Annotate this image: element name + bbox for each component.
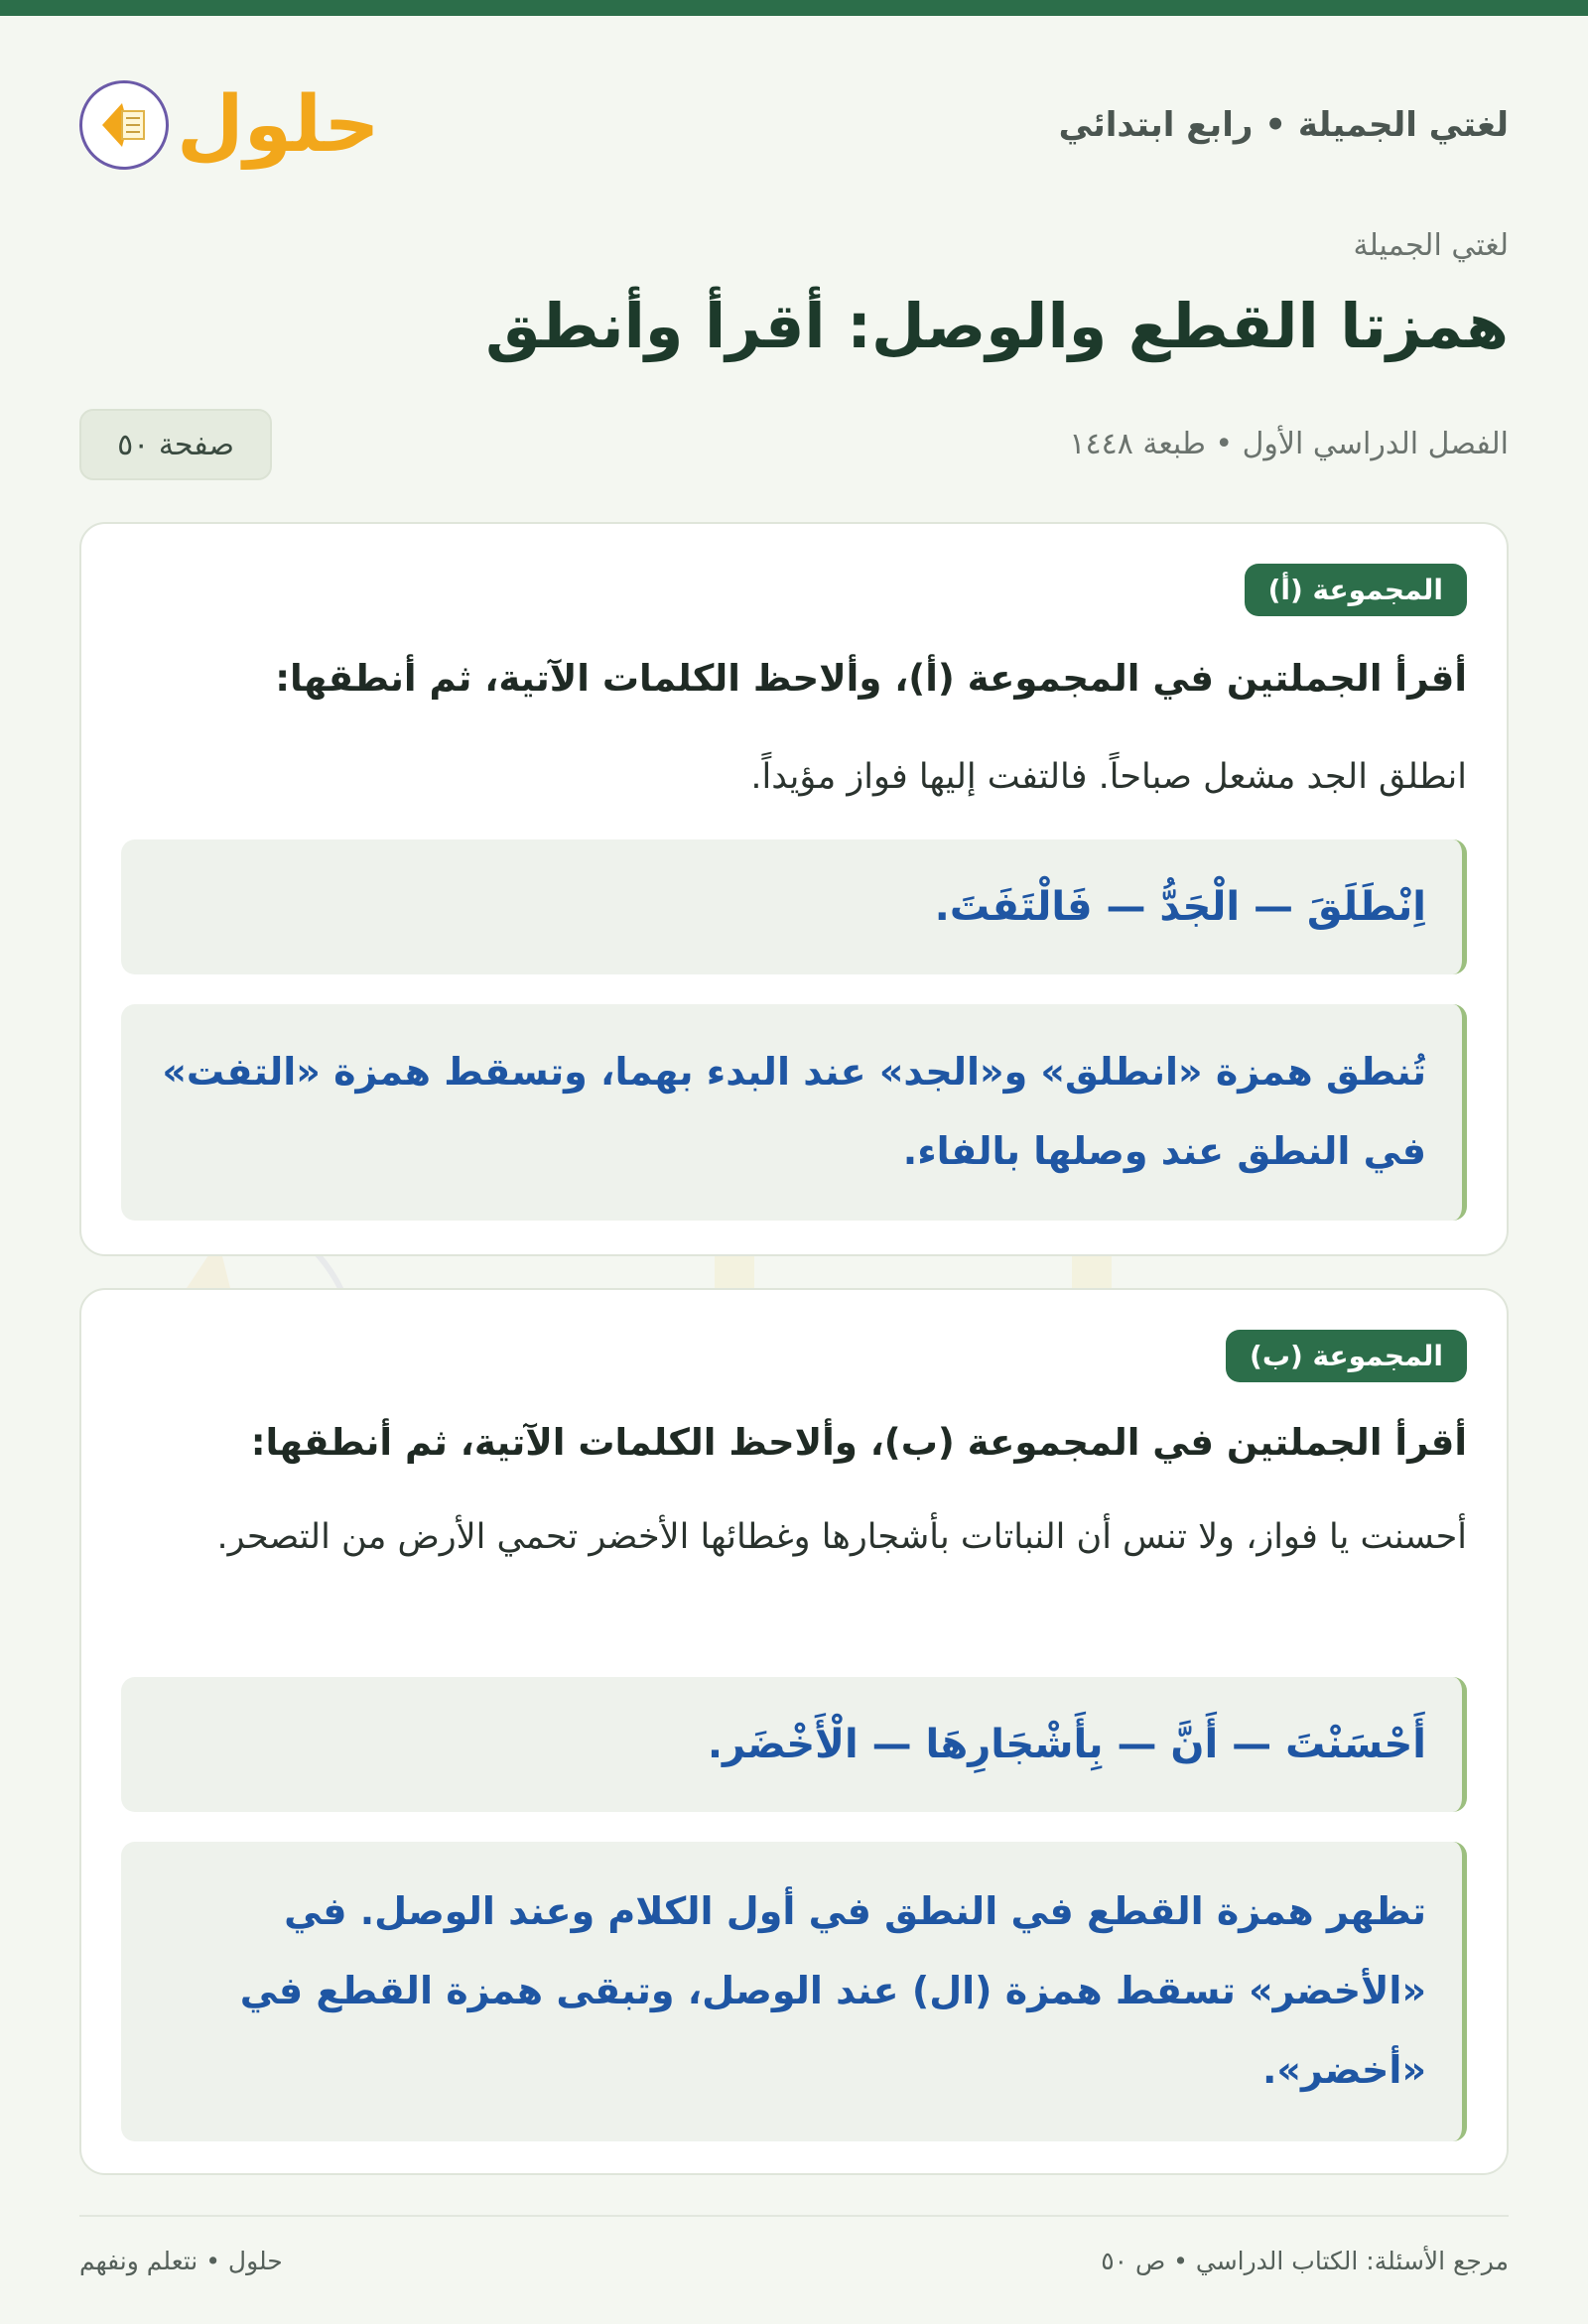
answer-explanation-text: تُنطق همزة «انطلق» و«الجد» عند البدء بهما، وتسقط همزة «التفت» في النطق عند وصلها بالفاء. — [162, 1050, 1426, 1173]
page-number-badge: صفحة ٥٠ — [79, 409, 272, 480]
subject-grade-label: لغتي الجميلة • رابع ابتدائي — [1058, 105, 1509, 145]
footer-brand: حلول • نتعلم ونفهم — [79, 2247, 283, 2275]
answer-words-text: أَحْسَنْتَ — أَنَّ — بِأَشْجَارِهَا — الْأَخْضَر. — [707, 1722, 1426, 1767]
answer-words — [121, 839, 1467, 974]
group-badge: المجموعة (أ) — [1245, 564, 1467, 616]
example-sentence: أحسنت يا فواز، ولا تنس أن النباتات بأشجارها وغطائها الأخضر تحمي الأرض من التصحر. — [216, 1517, 1467, 1557]
footer-divider — [79, 2215, 1509, 2217]
question-text: أقرأ الجملتين في المجموعة (ب)، وألاحظ الكلمات الآتية، ثم أنطقها: — [250, 1421, 1467, 1464]
semester-edition: الفصل الدراسي الأول • طبعة ١٤٤٨ — [1069, 427, 1509, 461]
answer-explanation-text: تظهر همزة القطع في النطق في أول الكلام وعند الوصل. في «الأخضر» تسقط همزة (ال) عند الوصل، وتبقى همزة القطع في «أخضر». — [239, 1889, 1426, 2092]
book-icon — [79, 80, 169, 170]
answer-explanation — [121, 1004, 1467, 1221]
logo-wordmark: حلول — [177, 80, 380, 170]
hlool-logo[interactable] — [79, 80, 380, 170]
footer-reference: مرجع الأسئلة: الكتاب الدراسي • ص ٥٠ — [1101, 2247, 1509, 2275]
question-text: أقرأ الجملتين في المجموعة (أ)، وألاحظ الكلمات الآتية، ثم أنطقها: — [275, 657, 1467, 700]
group-b-card — [79, 1288, 1509, 2175]
group-a-card — [79, 522, 1509, 1256]
top-accent-bar — [0, 0, 1588, 16]
page-title: همزتا القطع والوصل: أقرأ وأنطق — [485, 290, 1509, 362]
page-header — [79, 65, 1509, 185]
answer-explanation — [121, 1842, 1467, 2141]
example-sentence: انطلق الجد مشعل صباحاً. فالتفت إليها فواز مؤيداً. — [750, 757, 1467, 797]
answer-words-text: اِنْطَلَقَ — الْجَدُّ — فَالْتَفَتَ. — [934, 884, 1426, 930]
answer-words — [121, 1677, 1467, 1812]
group-badge: المجموعة (ب) — [1226, 1330, 1467, 1382]
subject-label: لغتي الجميلة — [1353, 228, 1509, 263]
